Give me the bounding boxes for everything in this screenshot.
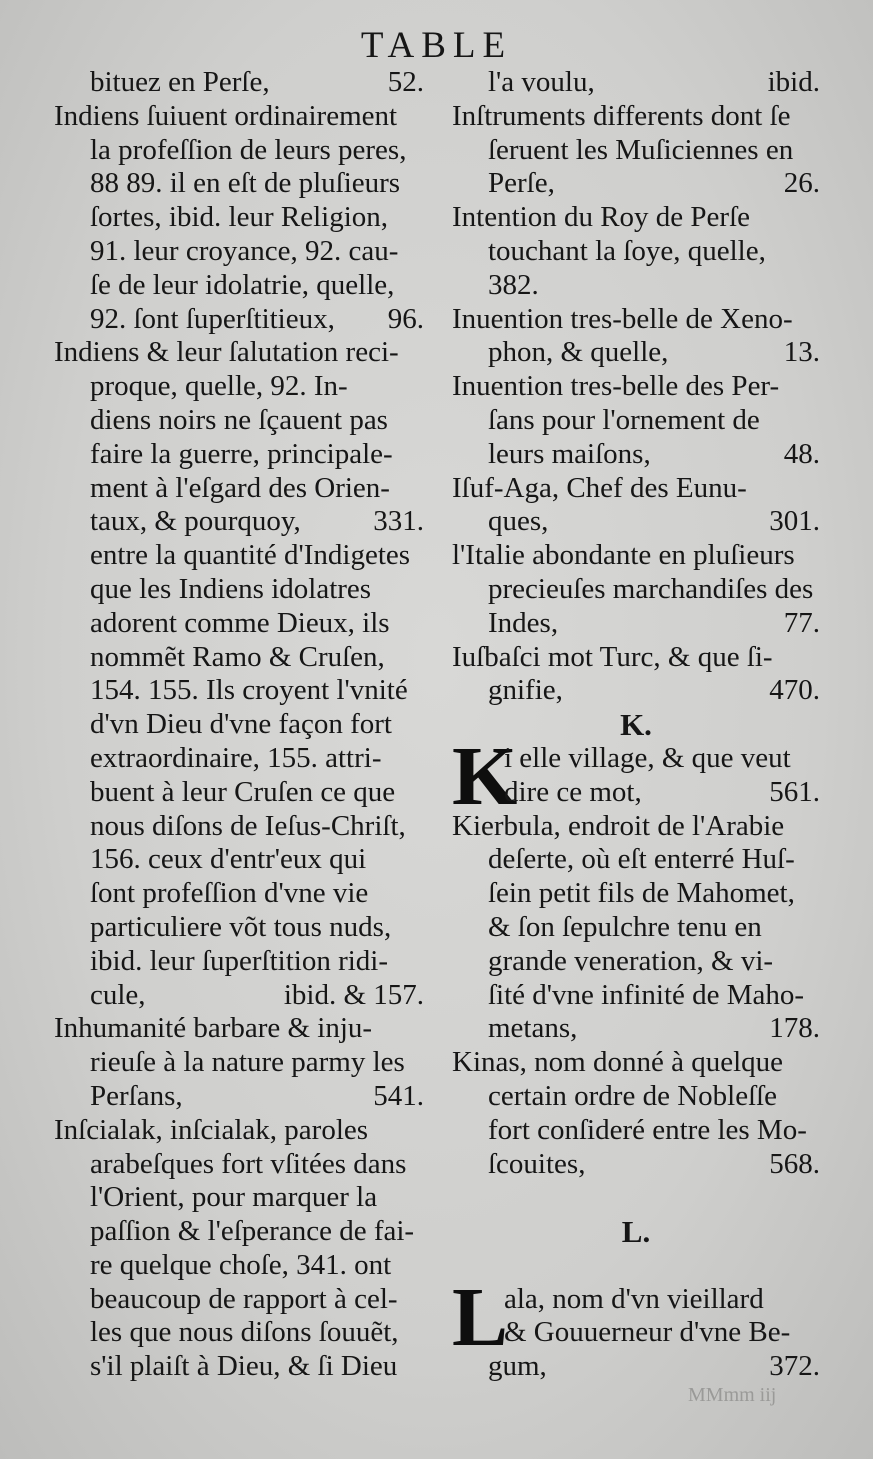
section-spacer [452, 1181, 820, 1215]
signature-mark: MMmm iij [688, 1384, 777, 1406]
entry-line: touchant la ſoye, quelle, [488, 234, 766, 267]
entry-line: Inuention tres-belle des Per- [452, 370, 780, 403]
entry-line: faire la guerre, principale- [90, 437, 393, 470]
entry-line: gum, 372. [488, 1350, 820, 1383]
entry-line: 382. [488, 268, 539, 301]
entry-line: extraordinaire, 155. attri- [90, 741, 382, 774]
entry-line: s'il plaiſt à Dieu, & ſi Dieu [90, 1350, 398, 1383]
page-reference: 77. [783, 606, 820, 639]
index-entry [452, 100, 820, 201]
page-reference: 178. [769, 1012, 820, 1045]
right-column-i-entries [452, 66, 820, 708]
entry-line: re quelque choſe, 341. ont [90, 1248, 392, 1281]
index-entry [452, 201, 820, 302]
entry-line: grande veneration, & vi- [488, 944, 774, 977]
page-reference: ibid. [767, 66, 820, 98]
page-reference: 541. [373, 1079, 424, 1112]
entry-line: metans, 178. [488, 1012, 820, 1045]
index-entry [452, 472, 820, 540]
entry-line: ſe de leur idolatrie, quelle, [90, 268, 395, 301]
page-reference: 372. [769, 1350, 820, 1383]
entry-line: Kinas, nom donné à quelque [452, 1046, 784, 1079]
entry-line: Inuention tres-belle de Xeno- [452, 302, 793, 335]
entry-line: Iſuf-Aga, Chef des Eunu- [452, 471, 747, 504]
entry-line: i elle village, & que veut [504, 741, 791, 774]
entry-line: proque, quelle, 92. In- [90, 370, 348, 403]
entry-line: cule, ibid. & 157. [90, 978, 424, 1011]
entry-line: paſſion & l'eſperance de fai- [90, 1215, 415, 1248]
section-k-heading: K. [620, 707, 652, 743]
entry-line: buent à leur Cruſen ce que [90, 775, 396, 808]
entry-line: Indes, 77. [488, 606, 820, 639]
section-l-entries [452, 1270, 820, 1384]
entry-line: Intention du Roy de Perſe [452, 201, 751, 234]
page-reference: 26. [783, 167, 820, 200]
index-entry [54, 336, 424, 539]
index-entry [452, 1270, 820, 1384]
page-reference: 48. [783, 437, 820, 470]
entry-line: ſortes, ibid. leur Religion, [90, 201, 389, 234]
entry-line: ſeruent les Muſiciennes en [488, 133, 794, 166]
section-l-heading: L. [621, 1214, 651, 1250]
entry-line: Indiens ſuiuent ordinairement [54, 99, 398, 132]
index-entry [54, 1012, 424, 1113]
entry-line: fort conſideré entre les Mo- [488, 1113, 807, 1146]
entry-line: Inſcialak, inſcialak, paroles [54, 1113, 369, 1146]
entry-line: entre la quantité d'Indigetes [90, 539, 411, 572]
index-entry [452, 303, 820, 371]
entry-line: deſerte, où eſt enterré Huſ- [488, 843, 795, 876]
entry-line: l'a voulu, ibid. [488, 66, 820, 98]
entry-line: ſcouites, 568. [488, 1147, 820, 1180]
entry-line: Inhumanité barbare & inju- [54, 1012, 373, 1045]
index-entry [54, 539, 424, 1012]
entry-line: les que nous diſons ſouuẽt, [90, 1316, 399, 1349]
index-entry [54, 1114, 424, 1384]
page-reference: 301. [769, 505, 820, 538]
dropcap-k: K [452, 729, 518, 823]
entry-line: Iuſbaſci mot Turc, & que ſi- [452, 640, 773, 673]
entry-line: Perſe, 26. [488, 167, 820, 200]
dropcap-l: L [452, 1270, 509, 1364]
page-header: TABLE [360, 25, 513, 66]
entry-line: ſont profeſſion d'vne vie [90, 877, 369, 910]
entry-line: certain ordre de Nobleſſe [488, 1079, 778, 1112]
entry-line: 92. ſont ſuperſtitieux, 96. [90, 302, 424, 335]
entry-line: taux, & pourquoy, 331. [90, 505, 424, 538]
page-reference: 52. [387, 66, 424, 98]
entry-line: d'vn Dieu d'vne façon fort [90, 708, 392, 741]
entry-line: Indiens & leur ſalutation reci- [54, 336, 399, 369]
index-entry [452, 66, 820, 100]
index-entry [452, 641, 820, 709]
entry-line: ſans pour l'ornement de [488, 403, 760, 436]
index-entry [452, 729, 820, 823]
entry-line: nous diſons de Ieſus-Chriſt, [90, 809, 406, 842]
entry-line: adorent comme Dieux, ils [90, 606, 390, 639]
entry-line: ſité d'vne infinité de Maho- [488, 978, 805, 1011]
right-column [452, 66, 820, 1384]
entry-line: 156. ceux d'entr'eux qui [90, 843, 367, 876]
index-entry [452, 1046, 820, 1181]
entry-line: l'Italie abondante en pluſieurs [452, 539, 795, 572]
index-entry [452, 810, 820, 1047]
left-column [54, 66, 424, 1384]
page-reference: 568. [769, 1147, 820, 1180]
entry-line: beaucoup de rapport à cel- [90, 1282, 398, 1315]
entry-line: diens noirs ne ſçauent pas [90, 403, 388, 436]
entry-line: precieuſes marchandiſes des [488, 572, 814, 605]
entry-line: que les Indiens idolatres [90, 572, 372, 605]
entry-line: leurs maiſons, 48. [488, 437, 820, 470]
entry-line: ibid. leur ſuperſtition ridi- [90, 944, 389, 977]
entry-line: ques, 301. [488, 505, 820, 538]
entry-line: gnifie, 470. [488, 674, 820, 707]
page-reference: 96. [387, 302, 424, 335]
page-reference: 331. [373, 505, 424, 538]
entry-line: 154. 155. Ils croyent l'vnité [90, 674, 408, 707]
entry-line: 88 89. il en eſt de pluſieurs [90, 167, 401, 200]
page-reference: ibid. & 157. [283, 978, 424, 1011]
entry-line: particuliere võt tous nuds, [90, 910, 392, 943]
entry-line: dire ce mot, 561. [504, 775, 820, 808]
entry-line: nommẽt Ramo & Cruſen, [90, 640, 385, 673]
entry-line: l'Orient, pour marquer la [90, 1181, 378, 1214]
entry-line: rieuſe à la nature parmy les [90, 1046, 405, 1079]
entry-line: arabeſques fort vſitées dans [90, 1147, 407, 1180]
index-entry [54, 100, 424, 337]
page-reference: 13. [783, 336, 820, 369]
entry-line: & ſon ſepulchre tenu en [488, 910, 762, 943]
entry-line: ala, nom d'vn vieillard [504, 1282, 764, 1315]
index-entry [452, 539, 820, 640]
entry-line: ſein petit fils de Mahomet, [488, 877, 795, 910]
entry-line: Kierbula, endroit de l'Arabie [452, 809, 785, 842]
section-k-entries [452, 729, 820, 1181]
index-entry [54, 66, 424, 100]
entry-line: la profeſſion de leurs peres, [90, 133, 407, 166]
entry-line: ment à l'eſgard des Orien- [90, 471, 390, 504]
entry-line: & Gouuerneur d'vne Be- [504, 1316, 791, 1349]
entry-line: phon, & quelle, 13. [488, 336, 820, 369]
page-reference: 470. [769, 674, 820, 707]
entry-line: bituez en Perſe, 52. [90, 66, 424, 98]
entry-line: Perſans, 541. [90, 1079, 424, 1112]
entry-line: 91. leur croyance, 92. cau- [90, 234, 399, 267]
index-entry [452, 370, 820, 471]
page-reference: 561. [769, 775, 820, 808]
entry-line: Inſtruments differents dont ſe [452, 99, 791, 132]
